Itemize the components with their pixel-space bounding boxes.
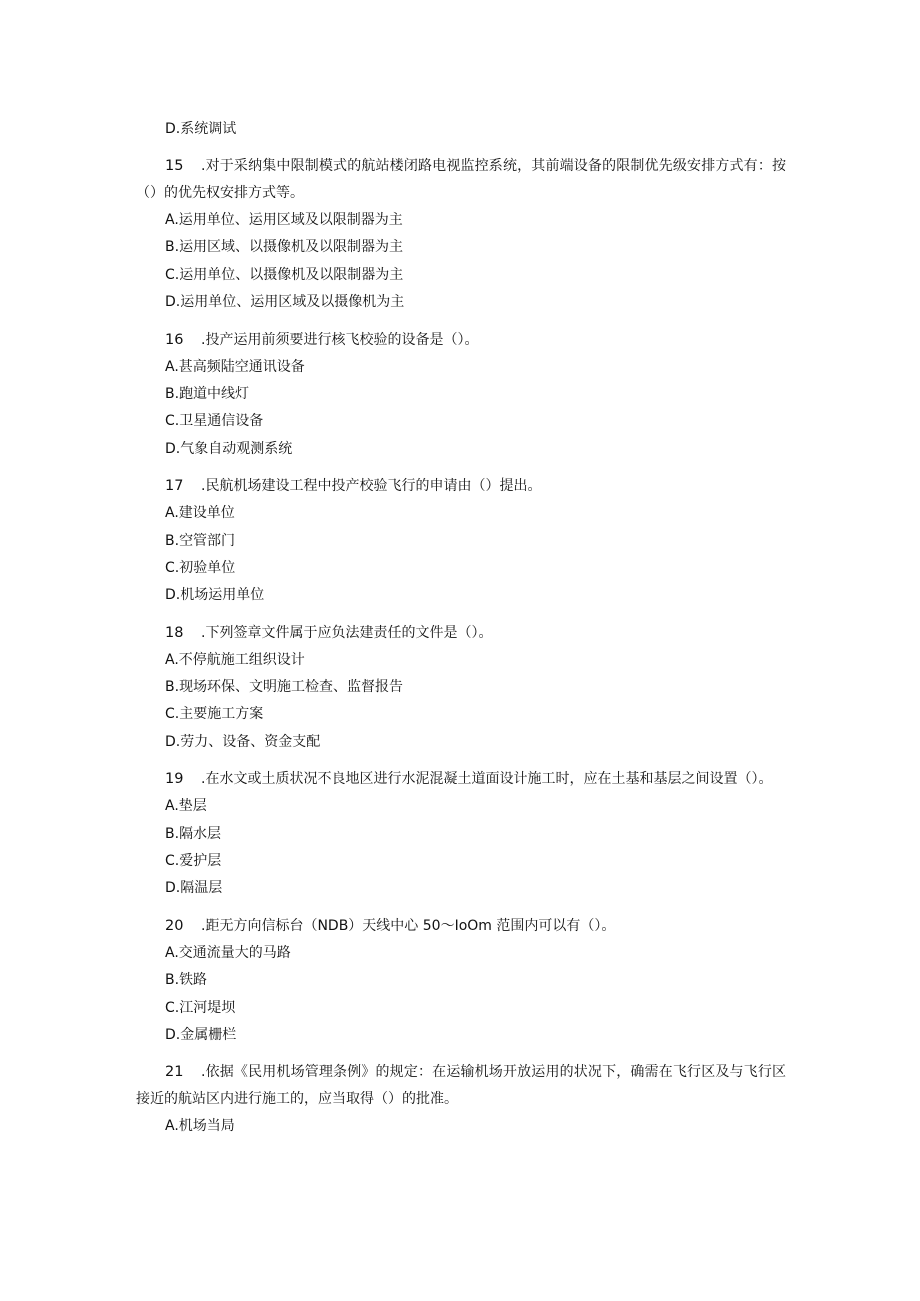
option-a	[136, 207, 786, 234]
question-text	[136, 473, 786, 500]
question-text	[136, 1059, 786, 1113]
option-a	[136, 793, 786, 820]
option-letter: A.	[165, 1118, 179, 1135]
question-number: 15	[165, 158, 184, 174]
option-c	[136, 848, 786, 875]
option-text: 初验单位	[179, 559, 236, 576]
option-b	[136, 674, 786, 701]
option-letter: A.	[165, 798, 179, 815]
option-text: 垫层	[178, 798, 207, 815]
option-d-previous	[136, 116, 786, 143]
option-text: 气象自动观测系统	[180, 440, 293, 457]
question-15	[136, 153, 786, 317]
question-18	[136, 620, 786, 757]
question-number: 18	[165, 624, 184, 641]
option-text: 隔温层	[180, 880, 223, 897]
option-text: 运用单位、运用区域及以摄像机为主	[180, 294, 405, 311]
question-stem: .依据《民用机场管理条例》的规定：在运输机场开放运用的状况下，确需在飞行区及与飞行区接近的航站区内进行施工的，应当取得（）的批准。	[136, 1064, 786, 1108]
option-d	[136, 436, 786, 463]
option-d	[136, 582, 786, 609]
option-c	[136, 995, 786, 1022]
question-stem: .投产运用前须要进行核飞校验的设备是（）。	[201, 331, 479, 348]
option-letter: D.	[165, 587, 181, 604]
option-letter: D.	[165, 294, 181, 311]
question-text	[136, 153, 786, 207]
option-letter: A.	[165, 651, 179, 668]
option-text: 系统调试	[180, 121, 237, 137]
question-stem: .民航机场建设工程中投产校验飞行的申请由（）提出。	[201, 478, 542, 495]
option-text: 运用区域、以摄像机及以限制器为主	[179, 239, 404, 256]
option-letter: D.	[165, 121, 181, 137]
option-text: 劳力、设备、资金支配	[180, 733, 321, 750]
option-letter: A.	[165, 505, 179, 522]
option-text: 主要施工方案	[179, 706, 264, 723]
option-letter: C.	[165, 559, 180, 576]
option-letter: B.	[165, 825, 180, 842]
option-a	[136, 354, 786, 381]
option-b	[136, 381, 786, 408]
option-letter: B.	[165, 972, 180, 989]
option-text: 爱护层	[179, 853, 222, 870]
option-a	[136, 647, 786, 674]
question-stem: .在水文或土质状况不良地区进行水泥混凝土道面设计施工时，应在土基和基层之间设置（）。	[201, 771, 773, 788]
option-text: 铁路	[179, 972, 208, 989]
question-stem: .下列签章文件属于应负法建责任的文件是（）。	[201, 624, 493, 641]
option-text: 不停航施工组织设计	[178, 651, 305, 668]
option-text: 甚高频陆空通讯设备	[178, 358, 305, 375]
option-text: 隔水层	[179, 825, 222, 842]
option-b	[136, 967, 786, 994]
option-text: 建设单位	[178, 505, 235, 522]
question-number: 16	[165, 331, 184, 348]
option-letter: B.	[165, 532, 180, 549]
option-b	[136, 821, 786, 848]
option-letter: C.	[165, 413, 180, 430]
option-d	[136, 289, 786, 316]
question-text	[136, 913, 786, 940]
option-letter: C.	[165, 706, 180, 723]
option-letter: C.	[165, 266, 180, 283]
option-text: 现场环保、文明施工检查、监督报告	[179, 679, 404, 696]
question-number: 21	[165, 1064, 184, 1081]
option-text: 跑道中线灯	[179, 385, 250, 402]
option-text: 金属栅栏	[180, 1026, 237, 1043]
option-letter: B.	[165, 239, 180, 256]
option-text: 机场当局	[178, 1118, 235, 1135]
option-b	[136, 234, 786, 261]
option-letter: B.	[165, 385, 180, 402]
option-text: 空管部门	[179, 532, 236, 549]
option-c	[136, 408, 786, 435]
question-19	[136, 766, 786, 903]
option-c	[136, 701, 786, 728]
question-stem: .距无方向信标台（NDB）天线中心 50～IoOm 范围内可以有（）。	[201, 917, 616, 934]
option-d	[136, 729, 786, 756]
option-text: 交通流量大的马路	[178, 944, 291, 961]
option-letter: C.	[165, 999, 180, 1016]
question-list	[136, 116, 786, 1141]
option-text: 运用单位、以摄像机及以限制器为主	[179, 266, 404, 283]
option-d	[136, 1022, 786, 1049]
option-letter: A.	[165, 358, 179, 375]
option-text: 卫星通信设备	[179, 413, 264, 430]
question-17	[136, 473, 786, 610]
question-16	[136, 327, 786, 464]
option-letter: A.	[165, 212, 179, 228]
question-text	[136, 620, 786, 647]
option-letter: D.	[165, 880, 181, 897]
option-text: 机场运用单位	[180, 587, 265, 604]
option-text: 江河堤坝	[179, 999, 236, 1016]
question-21	[136, 1059, 786, 1140]
option-d	[136, 875, 786, 902]
option-a	[136, 500, 786, 527]
question-text	[136, 327, 786, 354]
option-a	[136, 1113, 786, 1140]
question-number: 20	[165, 917, 184, 934]
option-letter: D.	[165, 733, 181, 750]
option-b	[136, 528, 786, 555]
question-number: 17	[165, 478, 184, 495]
option-letter: A.	[165, 944, 179, 961]
option-c	[136, 555, 786, 582]
option-a	[136, 940, 786, 967]
option-letter: D.	[165, 1026, 181, 1043]
question-20	[136, 913, 786, 1050]
question-text	[136, 766, 786, 793]
option-text: 运用单位、运用区域及以限制器为主	[178, 212, 403, 228]
option-letter: C.	[165, 853, 180, 870]
question-stem: .对于采纳集中限制模式的航站楼闭路电视监控系统，其前端设备的限制优先级安排方式有：按（）的优先权安排方式等。	[136, 158, 786, 201]
option-letter: B.	[165, 679, 180, 696]
option-c	[136, 262, 786, 289]
question-number: 19	[165, 771, 184, 788]
option-letter: D.	[165, 440, 181, 457]
